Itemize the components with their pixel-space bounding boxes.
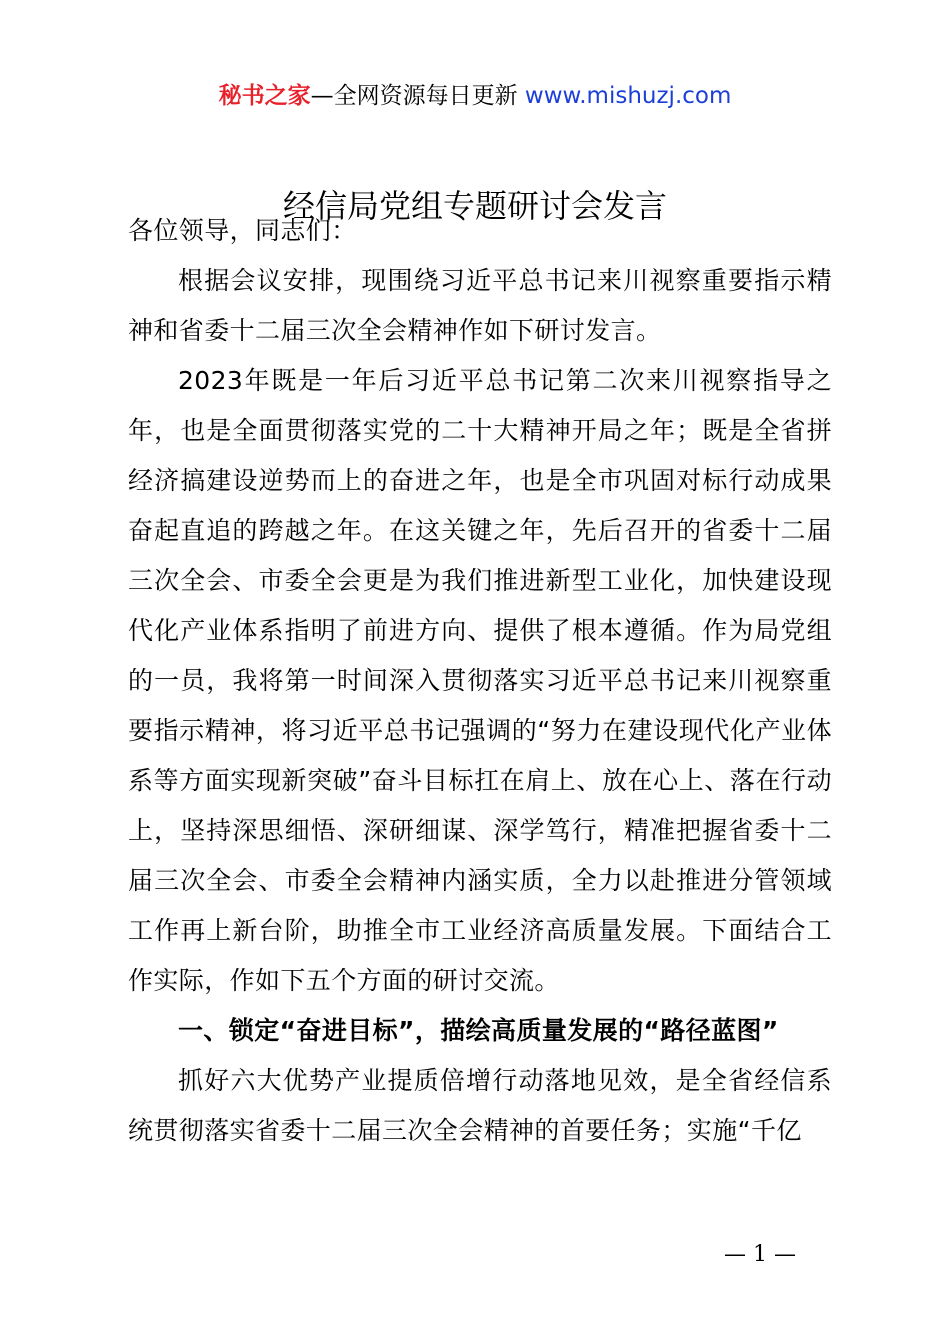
document-body — [128, 206, 832, 1156]
page-number: — 1 — — [724, 1242, 796, 1267]
document-title: 经信局党组专题研讨会发言 — [282, 187, 667, 225]
paragraph-context: 2023年既是一年后习近平总书记第二次来川视察指导之年，也是全面贯彻落实党的二十大精神开局之年；既是全省拼经济搞建设逆势而上的奋进之年，也是全市巩固对标行动成果奋起直追的跨越之年。在这关键之年，先后召开的省委十二届三次全会、市委全会更是为我们推进新型工业化，加快建设现代化产业体系指明了前进方向、提供了根本遵循。作为局党组的一员，我将第一时间深入贯彻落实习近平总书记来川视察重要指示精神，将习近平总书记强调的“努力在建设现代化产业体系等方面实现新突破”奋斗目标扛在肩上、放在心上、落在行动上，坚持深思细悟、深研细谋、深学笃行，精准把握省委十二届三次全会、市委全会精神内涵实质，全力以赴推进分管领域工作再上新台阶，助推全市工业经济高质量发展。下面结合工作实际，作如下五个方面的研讨交流。 — [128, 366, 832, 995]
site-brand: 秘书之家 — [218, 83, 311, 109]
site-url-link[interactable]: www.mishuzj.com — [524, 83, 732, 109]
paragraph-intro: 根据会议安排，现围绕习近平总书记来川视察重要指示精神和省委十二届三次全会精神作如下研讨发言。 — [128, 266, 832, 345]
site-banner — [0, 80, 950, 112]
section-paragraph-1: 抓好六大优势产业提质倍增行动落地见效，是全省经信系统贯彻落实省委十二届三次全会精神的首要任务；实施“千亿 — [128, 1066, 832, 1145]
site-tagline: —全网资源每日更新 — [310, 83, 518, 109]
section-heading-1: 一、锁定“奋进目标”，描绘高质量发展的“路径蓝图” — [178, 1016, 779, 1045]
salutation: 各位领导，同志们： — [128, 216, 357, 245]
